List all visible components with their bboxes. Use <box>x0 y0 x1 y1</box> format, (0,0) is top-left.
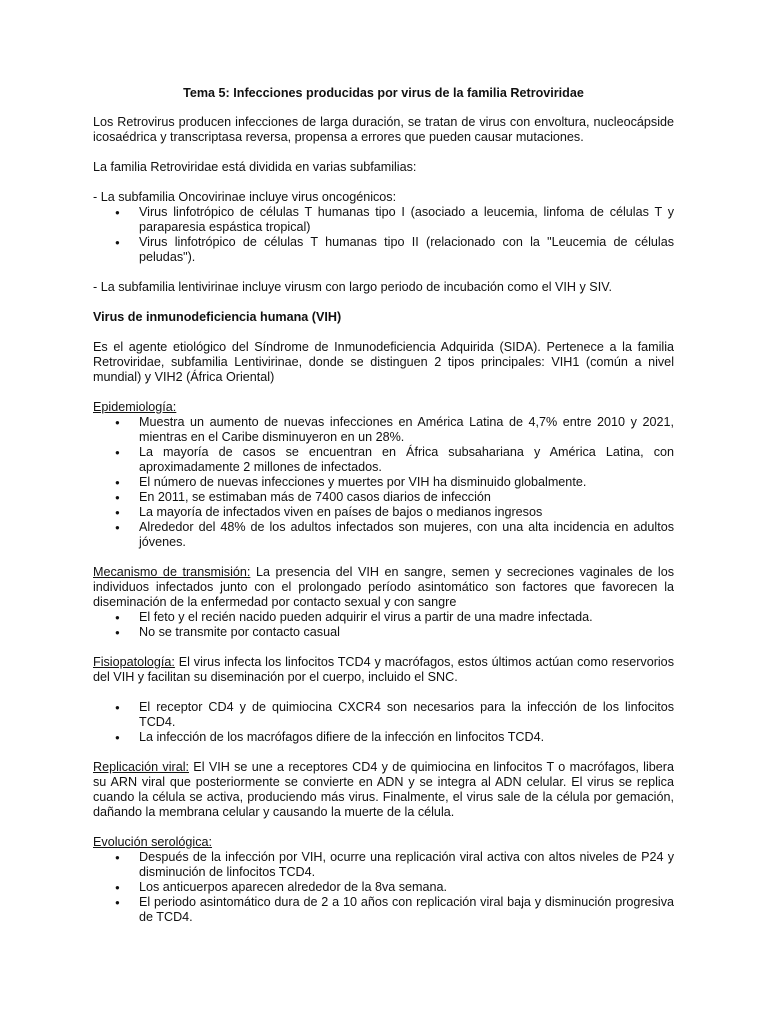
transmision-list <box>93 610 674 640</box>
evolucion-section <box>93 835 674 850</box>
transmision-text: La presencia del VIH en sangre, semen y secreciones vaginales de los individuos infectados junto con el prolongado período asintomático son factores que favorecen la diseminación de la enfermedad por contacto sexual y con sangre <box>93 565 674 609</box>
epidemiologia-label: Epidemiología: <box>93 400 177 414</box>
document-title: Tema 5: Infecciones producidas por virus de la familia Retroviridae <box>183 86 584 100</box>
vih-heading: Virus de inmunodeficiencia humana (VIH) <box>93 310 342 324</box>
fisiopatologia-list <box>93 700 674 745</box>
fisiopatologia-label: Fisiopatología: <box>93 655 175 669</box>
list-item: ● Muestra un aumento de nuevas infecciones en América Latina de 4,7% entre 2010 y 2021, mientras en el Caribe disminuyeron en un 28%. <box>93 415 674 445</box>
list-item: ● Alrededor del 48% de los adultos infectados son mujeres, con una alta incidencia en adultos jóvenes. <box>93 520 674 550</box>
intro-paragraph: Los Retrovirus producen infecciones de larga duración, se tratan de virus con envoltura, nucleocápside icosaédrica y transcriptasa reversa, propensa a errores que pueden causar mutaciones. <box>93 115 674 144</box>
family-paragraph: La familia Retroviridae está dividida en varias subfamilias: <box>93 160 417 174</box>
replicacion-text: El VIH se une a receptores CD4 y de quimiocina en linfocitos T o macrófagos, libera su ARN viral que posteriormente se convierte en ADN y se integra al ADN celular. El virus se replica cuando la célula se activa, produciendo más virus. Finalmente, el virus sale de la célula por gemación, dañando la membrana celular y causando la muerte de la célula. <box>93 760 674 819</box>
oncovirinae-paragraph: - La subfamilia Oncovirinae incluye virus oncogénicos: <box>93 190 397 204</box>
replicacion-label: Replicación viral: <box>93 760 189 774</box>
list-item: ● El feto y el recién nacido pueden adquirir el virus a partir de una madre infectada. <box>93 610 674 625</box>
replicacion-paragraph <box>93 760 674 820</box>
list-item: ● Después de la infección por VIH, ocurre una replicación viral activa con altos niveles de P24 y disminución de linfocitos TCD4. <box>93 850 674 880</box>
fisiopatologia-text: El virus infecta los linfocitos TCD4 y macrófagos, estos últimos actúan como reservorios del VIH y facilitan su diseminación por el cuerpo, incluido el SNC. <box>93 655 674 684</box>
list-item: ● Los anticuerpos aparecen alrededor de la 8va semana. <box>93 880 674 895</box>
transmision-paragraph <box>93 565 674 610</box>
oncovirinae-list <box>93 205 674 265</box>
list-item: ● El receptor CD4 y de quimiocina CXCR4 son necesarios para la infección de los linfocitos TCD4. <box>93 700 674 730</box>
document-page <box>93 86 674 925</box>
evolucion-list <box>93 850 674 925</box>
list-item: ● Virus linfotrópico de células T humanas tipo II (relacionado con la "Leucemia de células peludas"). <box>93 235 674 265</box>
evolucion-label: Evolución serológica: <box>93 835 213 849</box>
vih-paragraph: Es el agente etiológico del Síndrome de Inmunodeficiencia Adquirida (SIDA). Pertenece a la familia Retroviridae, subfamilia Lentivirinae, donde se distinguen 2 tipos principales: VIH1 (común a nivel mundial) y VIH2 (África Oriental) <box>93 340 674 384</box>
list-item: ● La infección de los macrófagos difiere de la infección en linfocitos TCD4. <box>93 730 674 745</box>
epidemiologia-section <box>93 400 674 415</box>
list-item: ● No se transmite por contacto casual <box>93 625 674 640</box>
lentivirinae-paragraph: - La subfamilia lentivirinae incluye virusm con largo periodo de incubación como el VIH y SIV. <box>93 280 612 294</box>
transmision-label: Mecanismo de transmisión: <box>93 565 251 579</box>
list-item: ● Virus linfotrópico de células T humanas tipo I (asociado a leucemia, linfoma de células T y paraparesia espástica tropical) <box>93 205 674 235</box>
list-item: ● La mayoría de infectados viven en países de bajos o medianos ingresos <box>93 505 674 520</box>
fisiopatologia-paragraph <box>93 655 674 685</box>
list-item: ● La mayoría de casos se encuentran en África subsahariana y América Latina, con aproximadamente 2 millones de infectados. <box>93 445 674 475</box>
epidemiologia-list <box>93 415 674 550</box>
list-item: ● En 2011, se estimaban más de 7400 casos diarios de infección <box>93 490 674 505</box>
list-item: ● El periodo asintomático dura de 2 a 10 años con replicación viral baja y disminución progresiva de TCD4. <box>93 895 674 925</box>
list-item: ● El número de nuevas infecciones y muertes por VIH ha disminuido globalmente. <box>93 475 674 490</box>
